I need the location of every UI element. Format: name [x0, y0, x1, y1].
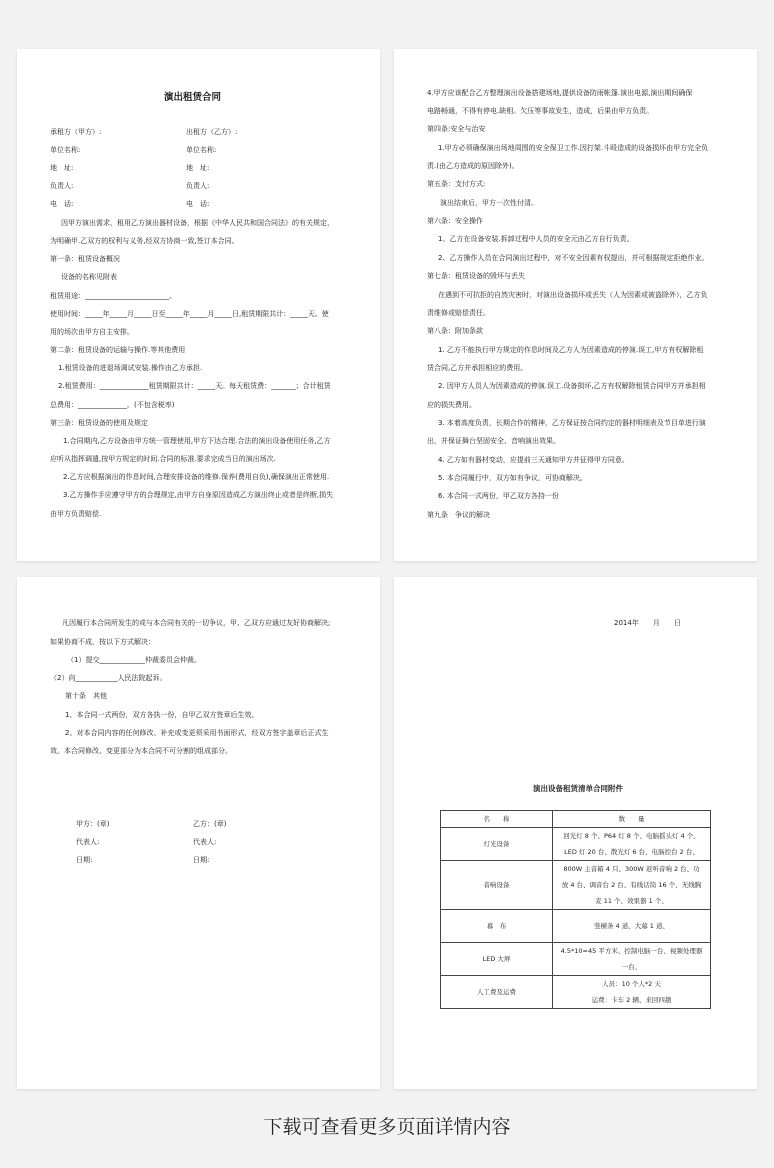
text-line: 地 址: — [50, 164, 74, 172]
header-quantity: 数 量 — [553, 811, 711, 828]
item-quantity — [553, 943, 711, 976]
text-line: 电 话: — [50, 200, 74, 208]
text-line: 1.甲方必须确保演出场地周围的安全保卫工作.因打架.斗殴造成的设备损坏由甲方完全负 — [438, 144, 709, 152]
qty-line: 竖横条 4 道、大幕 1 道、 — [593, 922, 670, 930]
text-line: 第九条 争议的解决 — [427, 511, 490, 519]
text-line: （1）提交_____________仲裁委员会仲裁。 — [67, 656, 201, 664]
text-line: 责.(由乙方造成的原因除外)。 — [427, 162, 519, 170]
text-line: 效。本合同修改、变更部分为本合同不可分割的组成部分。 — [50, 747, 232, 755]
party-b-representative: 代表人: — [193, 838, 217, 846]
text-line: 3.乙方操作手应遵守甲方的合理规定,由甲方自身原因造成乙方演出终止或者是终断,损失 — [63, 491, 334, 499]
text-line: 1. 乙方不能执行甲方规定的作息时间及乙方人为因素造成的停演.误工,甲方有权解除租 — [438, 346, 704, 354]
party-b-date: 日期: — [193, 856, 210, 864]
attachment-title: 演出设备租赁清单合同附件 — [533, 784, 623, 793]
party-b-seal: 乙方：(章) — [193, 820, 227, 828]
text-line: 应的损失费用。 — [427, 401, 476, 409]
item-name: 灯光设备 — [441, 828, 553, 861]
text-line: 第八条：附加条款 — [427, 327, 483, 335]
equipment-table — [440, 810, 711, 1009]
text-line: 第四条:安全与治安 — [427, 125, 486, 133]
qty-line: 4.5*10=45 平方米、控制电脑一台、视频处理器 — [560, 947, 703, 955]
contract-page-3 — [17, 577, 380, 1089]
text-line: 第三条：租赁设备的使用及规定 — [50, 419, 148, 427]
text-line: 设备的名称见附表 — [61, 273, 117, 281]
text-line: 1.租赁设备的进退场调试安装.操作由乙方承担. — [58, 364, 203, 372]
text-line: 为明确甲.乙双方的权利与义务,经双方协商一致,签订本合同。 — [50, 237, 239, 245]
text-line: 凡因履行本合同所发生的或与本合同有关的一切争议，甲、乙双方应通过友好协商解决; — [62, 619, 331, 627]
qty-line: 运费：卡车 2 辆、来回四趟 — [591, 996, 672, 1004]
text-line: 5. 本合同履行中，双方如有争议，可协商解决。 — [438, 474, 587, 482]
table-row — [441, 861, 711, 910]
qty-line: 800W 主音箱 4 只、300W 返听音响 2 台、功 — [563, 865, 700, 873]
text-line: 演出结束后，甲方一次性付清。 — [440, 199, 538, 207]
contract-page-2 — [394, 49, 757, 561]
contract-title: 演出租赁合同 — [164, 92, 222, 103]
table-row — [441, 910, 711, 943]
text-line: 第二条：租赁设备的运输与操作.等其他费用 — [50, 346, 186, 354]
item-name: 幕 布 — [441, 910, 553, 943]
item-quantity — [553, 976, 711, 1009]
text-line: 如果协商不成，按以下方式解决： — [50, 638, 155, 646]
text-line: 3. 本着高度负责，长期合作的精神，乙方保证按合同约定的器材明细表及节目单进行演 — [438, 419, 706, 427]
text-line: 1.合同期内,乙方设备由甲方统一管理使用,甲方下达合理.合法的演出设备使用任务,乙方 — [63, 437, 331, 445]
text-line: 电 话: — [186, 200, 210, 208]
text-line: 2、乙方操作人员在合同演出过程中，对不安全因素有权提出，并可根据规定拒绝作业。 — [438, 254, 709, 262]
text-line: 第一条：租赁设备概况 — [50, 255, 120, 263]
text-line: 2.租赁费用：______________租赁期限共计：_____天。每天租赁费：_______；合计租赁 — [58, 382, 331, 390]
text-line: 因甲方演出需求，租用乙方演出器材设备，根据《中华人民共和国合同法》的有关规定， — [61, 219, 334, 227]
qty-line: 回光灯 8 个、P64 灯 8 个、电脑摇头灯 4 个、 — [563, 832, 700, 840]
contract-page-4 — [394, 577, 757, 1089]
item-quantity — [553, 861, 711, 910]
text-line: 总费用：______________。(不包含税率) — [50, 401, 175, 409]
header-name: 名 称 — [441, 811, 553, 828]
text-line: 单位名称: — [50, 146, 81, 154]
text-line: 应听从指挥调遣,按甲方规定的时间.合同的标准.要求完成当日的演出场次. — [50, 455, 276, 463]
text-line: 1、乙方在设备安装.拆卸过程中人员的安全元由乙方自行负责。 — [438, 235, 634, 243]
text-line: 第七条：租赁设备的毁坏与丢失 — [427, 272, 525, 280]
text-line: 2.乙方应根据演出的作息时间,合理安排设备的维修.保养(费用自负),确保演出正常使用. — [63, 473, 330, 481]
text-line: 单位名称: — [186, 146, 217, 154]
text-line: 用的场次由甲方自主安排。 — [50, 328, 134, 336]
item-name: LED 大屏 — [441, 943, 553, 976]
text-line: 1、本合同一式两份，双方各执一份，自甲乙双方签章后生效。 — [65, 711, 259, 719]
table-row — [441, 828, 711, 861]
text-line: 责维修或赔偿责任。 — [427, 309, 490, 317]
text-line: 租赁用途：________________________。 — [50, 292, 176, 300]
party-a-date: 日期: — [76, 856, 93, 864]
qty-line: 放 4 台、调音台 2 台、有线话筒 16 个、无线胸 — [561, 881, 702, 889]
qty-line: 一台、 — [621, 963, 642, 971]
text-line: 负责人: — [186, 182, 210, 190]
table-row — [441, 943, 711, 976]
text-line: 6. 本合同一式两份，甲乙双方各持一份 — [438, 492, 559, 500]
text-line: 电路畅通，不得有停电.缺相。欠压等事故发生，造成，后果由甲方负责。 — [427, 107, 654, 115]
qty-line: 人员：10 个人*2 天 — [602, 980, 661, 988]
qty-line: 麦 11 个、效果器 1 个、 — [595, 897, 668, 905]
party-a-seal: 甲方：(章) — [76, 820, 110, 828]
text-line: 在遇到不可抗拒的自然灾害时，对演出设备损坏或丢失（人为因素或被盗除外），乙方负 — [438, 291, 708, 299]
text-line: 承租方（甲方）: — [50, 128, 102, 136]
text-line: 赁合同,乙方并承担相应的费用。 — [427, 364, 528, 372]
text-line: 4. 乙方如有器材变动，应提前三天通知甲方并征得甲方同意。 — [438, 456, 629, 464]
text-line: 出，并保证舞台坚固安全、音响演出效果。 — [427, 437, 560, 445]
text-line: 2、对本合同内容的任何修改、补充或变更须采用书面形式，经双方签字盖章后正式生 — [65, 729, 329, 737]
text-line: 地 址: — [186, 164, 210, 172]
text-line: 4.甲方应该配合乙方整理演出设备搭建场地,提供设备防雨帐篷.演出电源,演出期间确保 — [427, 89, 693, 97]
text-line: 2. 因甲方人员人为因素造成的停演.误工.设备损坏,乙方有权解除租赁合同甲方并承担相 — [438, 382, 706, 390]
item-quantity — [553, 828, 711, 861]
text-line: （2）向____________人民法院起诉。 — [50, 674, 167, 682]
text-line: 出租方（乙方）: — [186, 128, 238, 136]
contract-page-1 — [17, 49, 380, 561]
qty-line: LED 灯 20 台、散光灯 6 台、电脑控台 2 台、 — [564, 848, 699, 856]
text-line: 负责人: — [50, 182, 74, 190]
text-line: 第五条：支付方式: — [427, 180, 486, 188]
table-header-row — [441, 811, 711, 828]
download-more-caption[interactable]: 下载可查看更多页面详情内容 — [263, 1116, 511, 1138]
text-line: 第六条：安全操作 — [427, 217, 483, 225]
item-name: 人工费及运费 — [441, 976, 553, 1009]
table-row — [441, 976, 711, 1009]
date-line: 2014年 月 日 — [614, 619, 681, 627]
text-line: 由甲方负责赔偿. — [50, 510, 102, 518]
text-line: 使用时间：_____年_____月_____日至_____年_____月_____日,租赁期限共计：_____天。使 — [50, 310, 329, 318]
item-quantity — [553, 910, 711, 943]
text-line: 第十条 其他 — [65, 692, 107, 700]
party-a-representative: 代表人: — [76, 838, 100, 846]
item-name: 音响设备 — [441, 861, 553, 910]
